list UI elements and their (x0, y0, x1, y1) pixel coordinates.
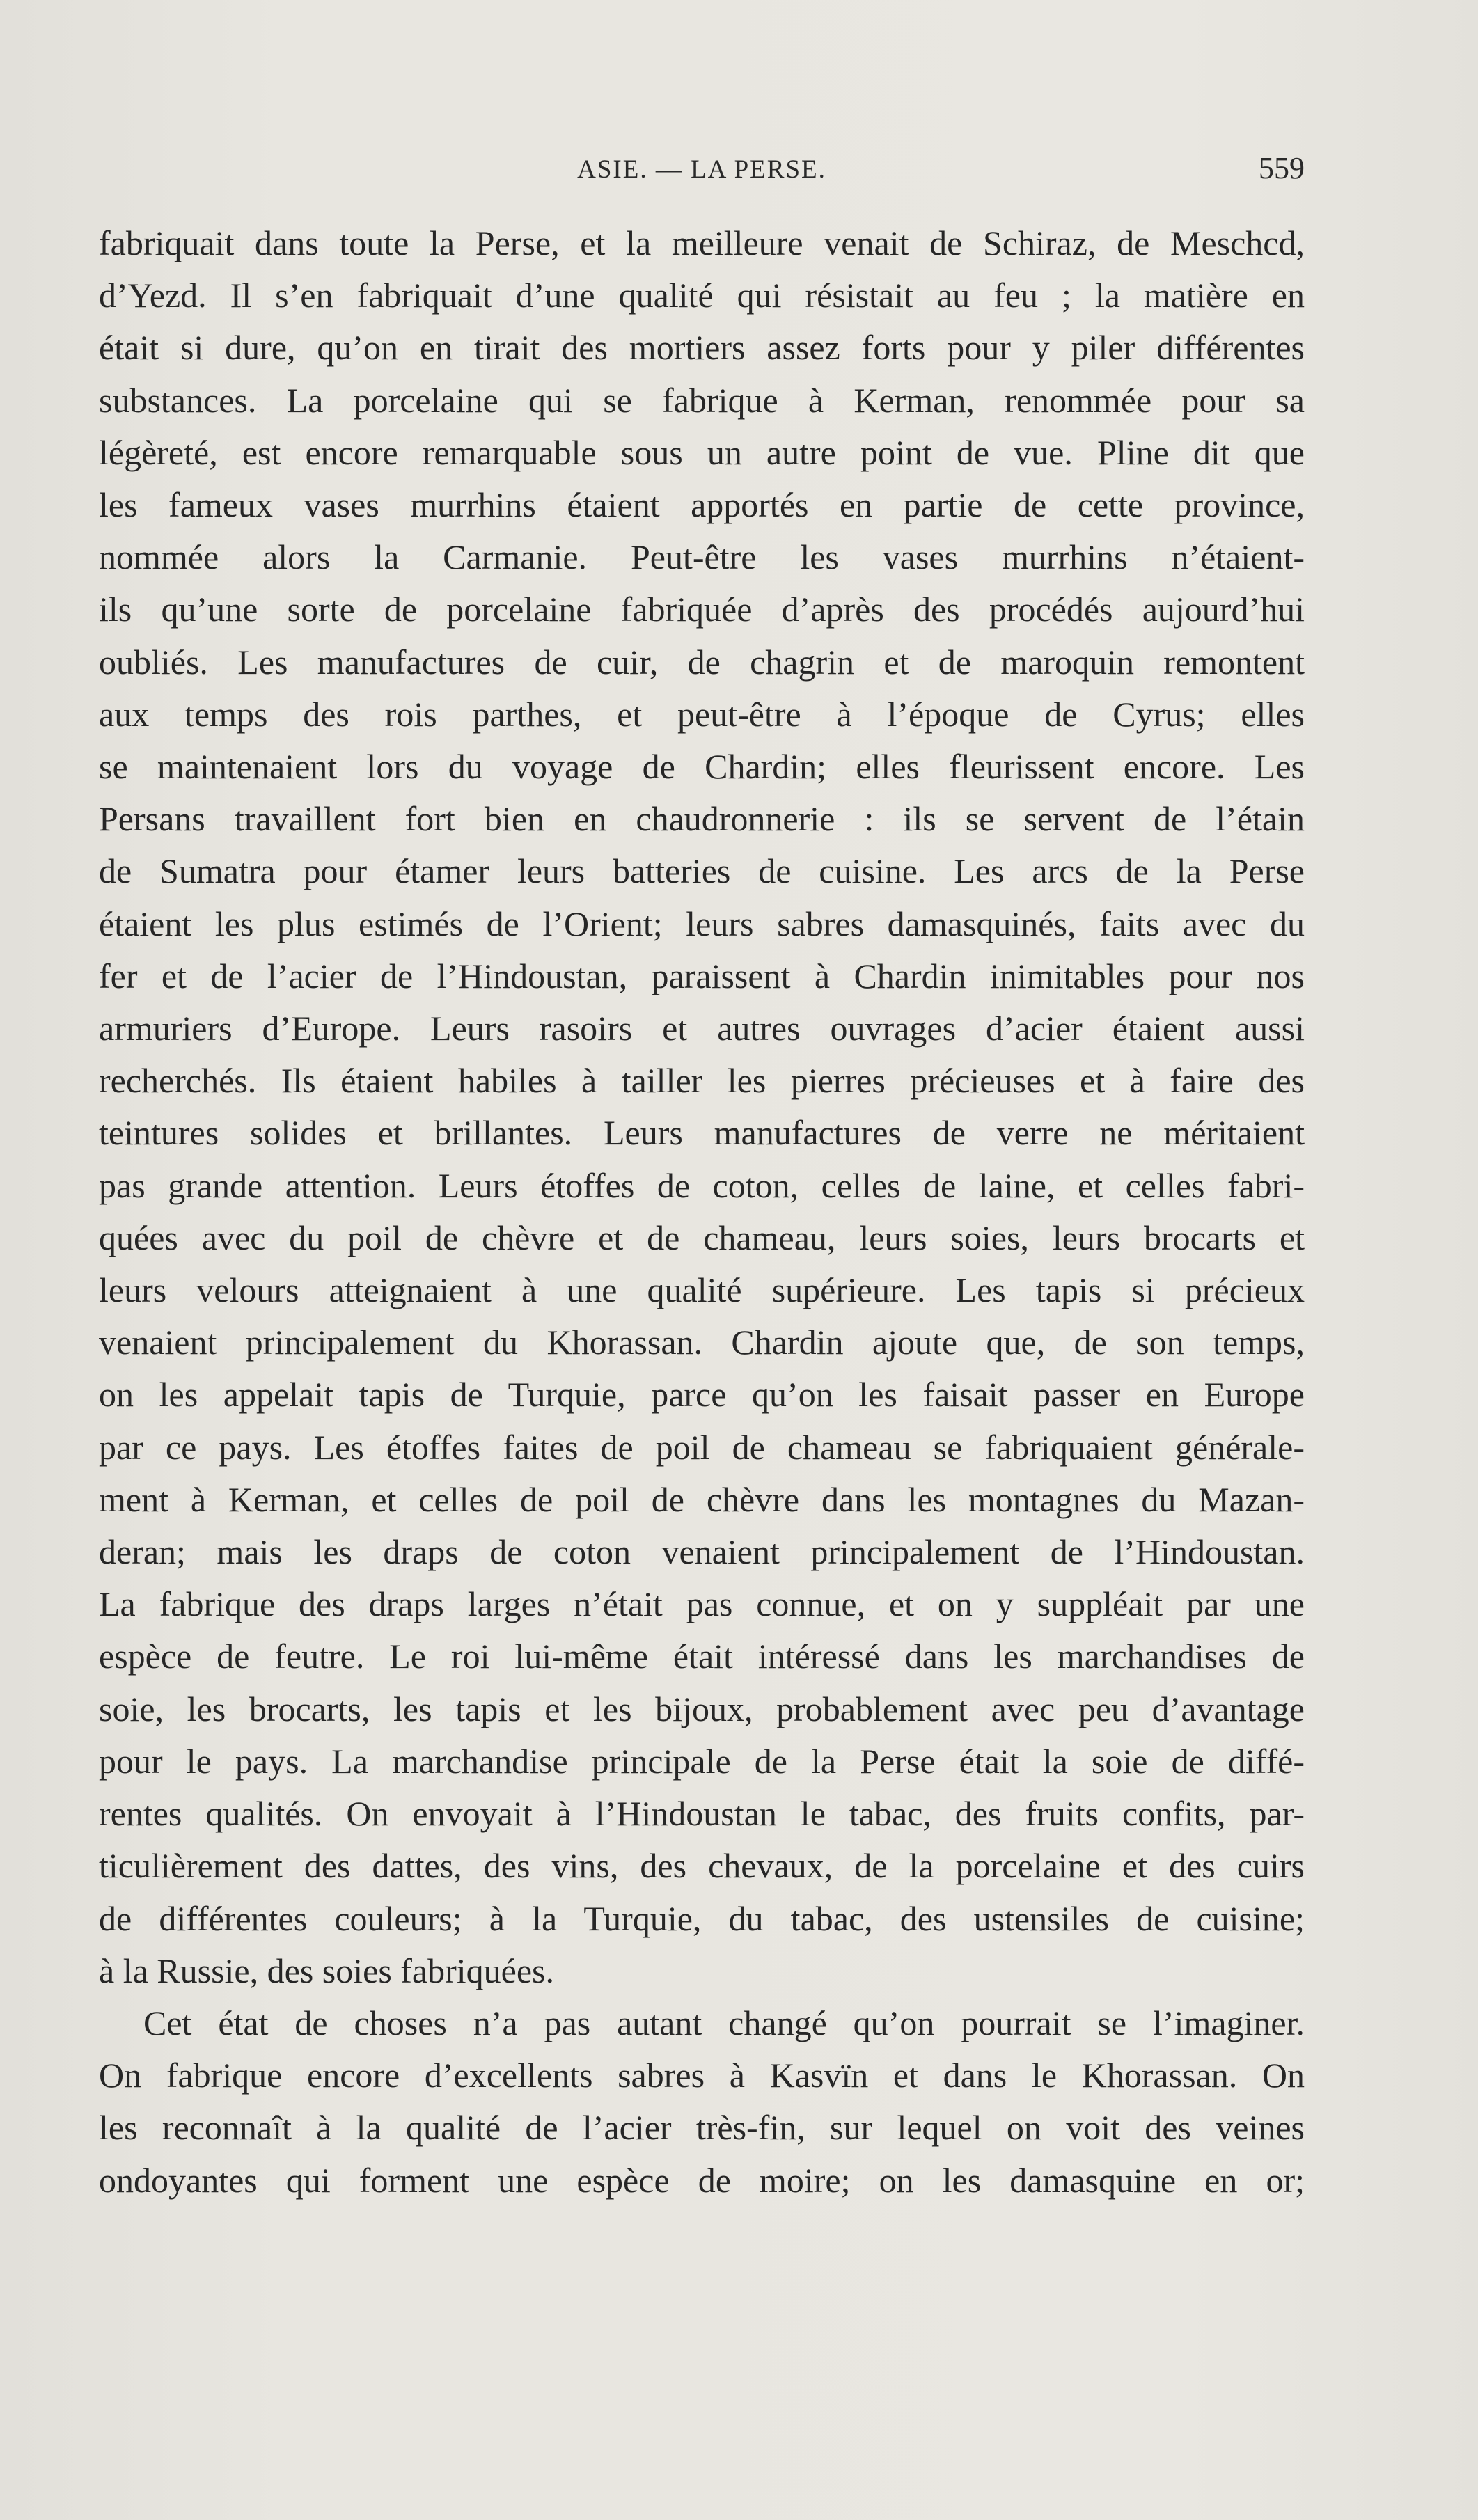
text-line: Cet état de choses n’a pas autant changé qu’on pourrait se l’imaginer. (143, 2003, 1305, 2042)
text-line: substances. La porcelaine qui se fabrique à Kerman, renommée pour sa (99, 380, 1305, 420)
text-line: par ce pays. Les étoffes faites de poil de chameau se fabriquaient générale- (99, 1427, 1305, 1467)
text-line: La fabrique des draps larges n’était pas connue, et on y suppléait par une (99, 1584, 1305, 1624)
text-line: espèce de feutre. Le roi lui-même était intéressé dans les marchandises de (99, 1637, 1305, 1676)
text-line: à la Russie, des soies fabriquées. (99, 1951, 555, 1990)
text-line: pas grande attention. Leurs étoffes de coton, celles de laine, et celles fabri- (99, 1165, 1305, 1205)
text-line: ils qu’une sorte de porcelaine fabriquée d’après des procédés aujourd’hui (99, 590, 1305, 629)
text-line: Persans travaillent fort bien en chaudronnerie : ils se servent de l’étain (99, 799, 1305, 839)
text-line: leurs velours atteignaient à une qualité supérieure. Les tapis si précieux (99, 1270, 1305, 1310)
text-line: teintures solides et brillantes. Leurs manufactures de verre ne méritaient (99, 1113, 1305, 1153)
text-line: On fabrique encore d’excellents sabres à Kasvïn et dans le Khorassan. On (99, 2056, 1305, 2095)
text-line: on les appelait tapis de Turquie, parce qu’on les faisait passer en Europe (99, 1375, 1305, 1415)
paragraph-1 (99, 217, 1305, 1997)
text-line: recherchés. Ils étaient habiles à tailler les pierres précieuses et à faire des (99, 1061, 1305, 1101)
text-line: oubliés. Les manufactures de cuir, de chagrin et de maroquin remontent (99, 642, 1305, 682)
text-line: armuriers d’Europe. Leurs rasoirs et autres ouvrages d’acier étaient aussi (99, 1009, 1305, 1048)
text-line: était si dure, qu’on en tirait des mortiers assez forts pour y piler différentes (99, 328, 1305, 368)
paragraph-2 (99, 1997, 1305, 2207)
text-line: fer et de l’acier de l’Hindoustan, paraissent à Chardin inimitables pour nos (99, 956, 1305, 995)
text-line: venaient principalement du Khorassan. Chardin ajoute que, de son temps, (99, 1323, 1305, 1362)
text-line: fabriquait dans toute la Perse, et la meilleure venait de Schiraz, de Meschcd, (99, 223, 1305, 262)
text-line: les fameux vases murrhins étaient apportés en partie de cette province, (99, 485, 1305, 525)
text-line: rentes qualités. On envoyait à l’Hindoustan le tabac, des fruits confits, par- (99, 1794, 1305, 1834)
text-line: ticulièrement des dattes, des vins, des chevaux, de la porcelaine et des cuirs (99, 1846, 1305, 1886)
text-line: d’Yezd. Il s’en fabriquait d’une qualité qui résistait au feu ; la matière en (99, 276, 1305, 315)
text-line: de différentes couleurs; à la Turquie, du tabac, des ustensiles de cuisine; (99, 1898, 1305, 1938)
text-line: les reconnaît à la qualité de l’acier très-fin, sur lequel on voit des veines (99, 2108, 1305, 2148)
text-line: deran; mais les draps de coton venaient principalement de l’Hindoustan. (99, 1532, 1305, 1572)
text-line: ment à Kerman, et celles de poil de chèvre dans les montagnes du Mazan- (99, 1479, 1305, 1519)
text-line: étaient les plus estimés de l’Orient; leurs sabres damasquinés, faits avec du (99, 904, 1305, 943)
text-line: aux temps des rois parthes, et peut-être à l’époque de Cyrus; elles (99, 694, 1305, 734)
page-number: 559 (1259, 151, 1305, 185)
text-line: ondoyantes qui forment une espèce de moire; on les damasquine en or; (99, 2160, 1305, 2200)
body-text (99, 217, 1305, 2207)
text-line: pour le pays. La marchandise principale de la Perse était la soie de diffé- (99, 1741, 1305, 1781)
page-header (99, 145, 1305, 200)
running-head: ASIE. — LA PERSE. (577, 155, 826, 184)
text-line: quées avec du poil de chèvre et de chameau, leurs soies, leurs brocarts et (99, 1218, 1305, 1257)
text-line: légèreté, est encore remarquable sous un autre point de vue. Pline dit que (99, 432, 1305, 472)
text-line: se maintenaient lors du voyage de Chardin; elles fleurissent encore. Les (99, 747, 1305, 787)
text-line: soie, les brocarts, les tapis et les bijoux, probablement avec peu d’avantage (99, 1689, 1305, 1728)
text-line: nommée alors la Carmanie. Peut-être les vases murrhins n’étaient- (99, 537, 1305, 577)
text-line: de Sumatra pour étamer leurs batteries de cuisine. Les arcs de la Perse (99, 851, 1305, 891)
